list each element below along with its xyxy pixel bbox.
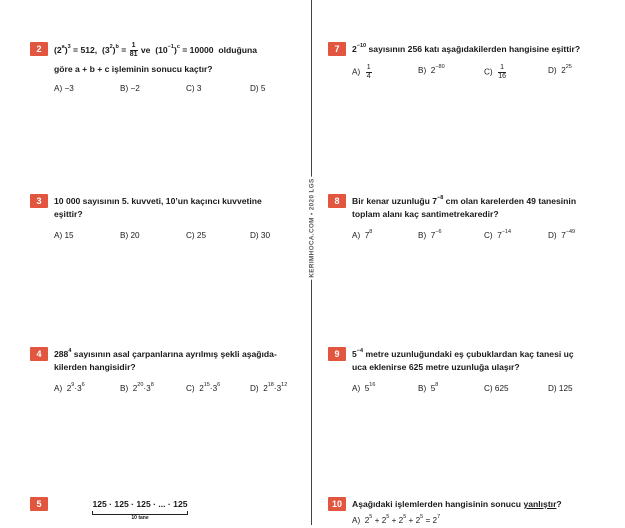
question-stem-line2: toplam alanı kaç santimetrekaredir?: [352, 209, 499, 219]
question-number: 4: [30, 347, 48, 361]
question-stem: Bir kenar uzunluğu $7^{-8}$ cm olan karelerden 49 tanesinin: [352, 195, 577, 206]
option-d[interactable]: D) $7^{-49}$: [548, 229, 576, 240]
question-stem-line2: göre a + b + c işleminin sonucu kaçtır?: [54, 64, 213, 74]
option-d[interactable]: D) $2^{25}$: [548, 64, 572, 75]
question-3: [30, 194, 300, 244]
question-stem: $288^4$ sayısının asal çarpanlarına ayrılmış şekli aşağıda-: [54, 348, 277, 359]
question-expression: [90, 497, 190, 522]
option-c[interactable]: C) $\frac{1}{16}$: [484, 64, 506, 80]
question-7: [328, 42, 618, 102]
question-stem-line2: eşittir?: [54, 209, 83, 219]
question-number: 2: [30, 42, 48, 56]
sidebar-text: KERIMHOCA.COM • 2020 LGS: [308, 178, 316, 278]
question-stem: $2^{-10}$ sayısının 256 katı aşağıdakilerden hangisine eşittir?: [352, 43, 581, 54]
question-10: [328, 497, 618, 525]
question-2: [30, 42, 300, 102]
question-8: [328, 194, 618, 244]
question-stem-line2: uca eklenirse 625 metre uzunluğa ulaşır?: [352, 362, 520, 372]
option-c[interactable]: C) 625: [484, 384, 509, 393]
option-a[interactable]: A) $7^8$: [352, 229, 373, 240]
option-a[interactable]: A) $5^{16}$: [352, 382, 376, 393]
question-stem: $5^{-4}$ metre uzunluğundaki eş çubuklardan kaç tanesi uç: [352, 348, 574, 359]
brace-label: 10 tane: [131, 515, 149, 521]
question-stem-line2: kilerden hangisidir?: [54, 362, 136, 372]
option-b[interactable]: B) −2: [120, 84, 140, 93]
option-a[interactable]: A) 15: [54, 231, 74, 240]
option-d[interactable]: D) 5: [250, 84, 266, 93]
expression-text: 125 · 125 · 125 · ... · 125: [92, 499, 188, 509]
option-a[interactable]: A) $\frac{1}{4}$: [352, 64, 371, 80]
option-d[interactable]: D) $2^{18}\cdot 3^{12}$: [250, 382, 288, 393]
question-number: 7: [328, 42, 346, 56]
option-c[interactable]: C) 25: [186, 231, 207, 240]
question-4: [30, 347, 305, 397]
option-b[interactable]: B) $5^8$: [418, 382, 439, 393]
option-c[interactable]: C) $7^{-14}$: [484, 229, 512, 240]
sidebar-watermark: [305, 178, 319, 278]
question-stem: $(2^a)^3 = 512$, $(3^2)^b$ = $\frac{1}{81}$ ve $(10^{-1})^c = 10000$ olduğuna: [54, 42, 258, 58]
question-stem: 10 000 sayısının 5. kuvveti, 10’un kaçıncı kuvvetine: [54, 196, 262, 206]
option-a[interactable]: A) $2^9\cdot 3^6$: [54, 382, 85, 393]
question-9: [328, 347, 618, 397]
option-a[interactable]: A) −3: [54, 84, 74, 93]
option-b[interactable]: B) $2^{-80}$: [418, 64, 445, 75]
question-number: 5: [30, 497, 48, 511]
option-b[interactable]: B) 20: [120, 231, 140, 240]
question-number: 3: [30, 194, 48, 208]
option-d[interactable]: D) 125: [548, 384, 573, 393]
option-c[interactable]: C) 3: [186, 84, 202, 93]
question-5: [30, 497, 300, 525]
question-number: 8: [328, 194, 346, 208]
option-b[interactable]: B) $2^{20}\cdot 3^8$: [120, 382, 154, 393]
question-stem: Aşağıdaki işlemlerden hangisinin sonucu yanlıştır?: [352, 499, 562, 509]
option-d[interactable]: D) 30: [250, 231, 271, 240]
option-a[interactable]: A) $2^5 + 2^5 + 2^5 + 2^5 = 2^7$: [352, 514, 441, 525]
question-number: 10: [328, 497, 346, 511]
option-c[interactable]: C) $2^{15}\cdot 3^6$: [186, 382, 221, 393]
option-b[interactable]: B) $7^{-6}$: [418, 229, 442, 240]
question-number: 9: [328, 347, 346, 361]
